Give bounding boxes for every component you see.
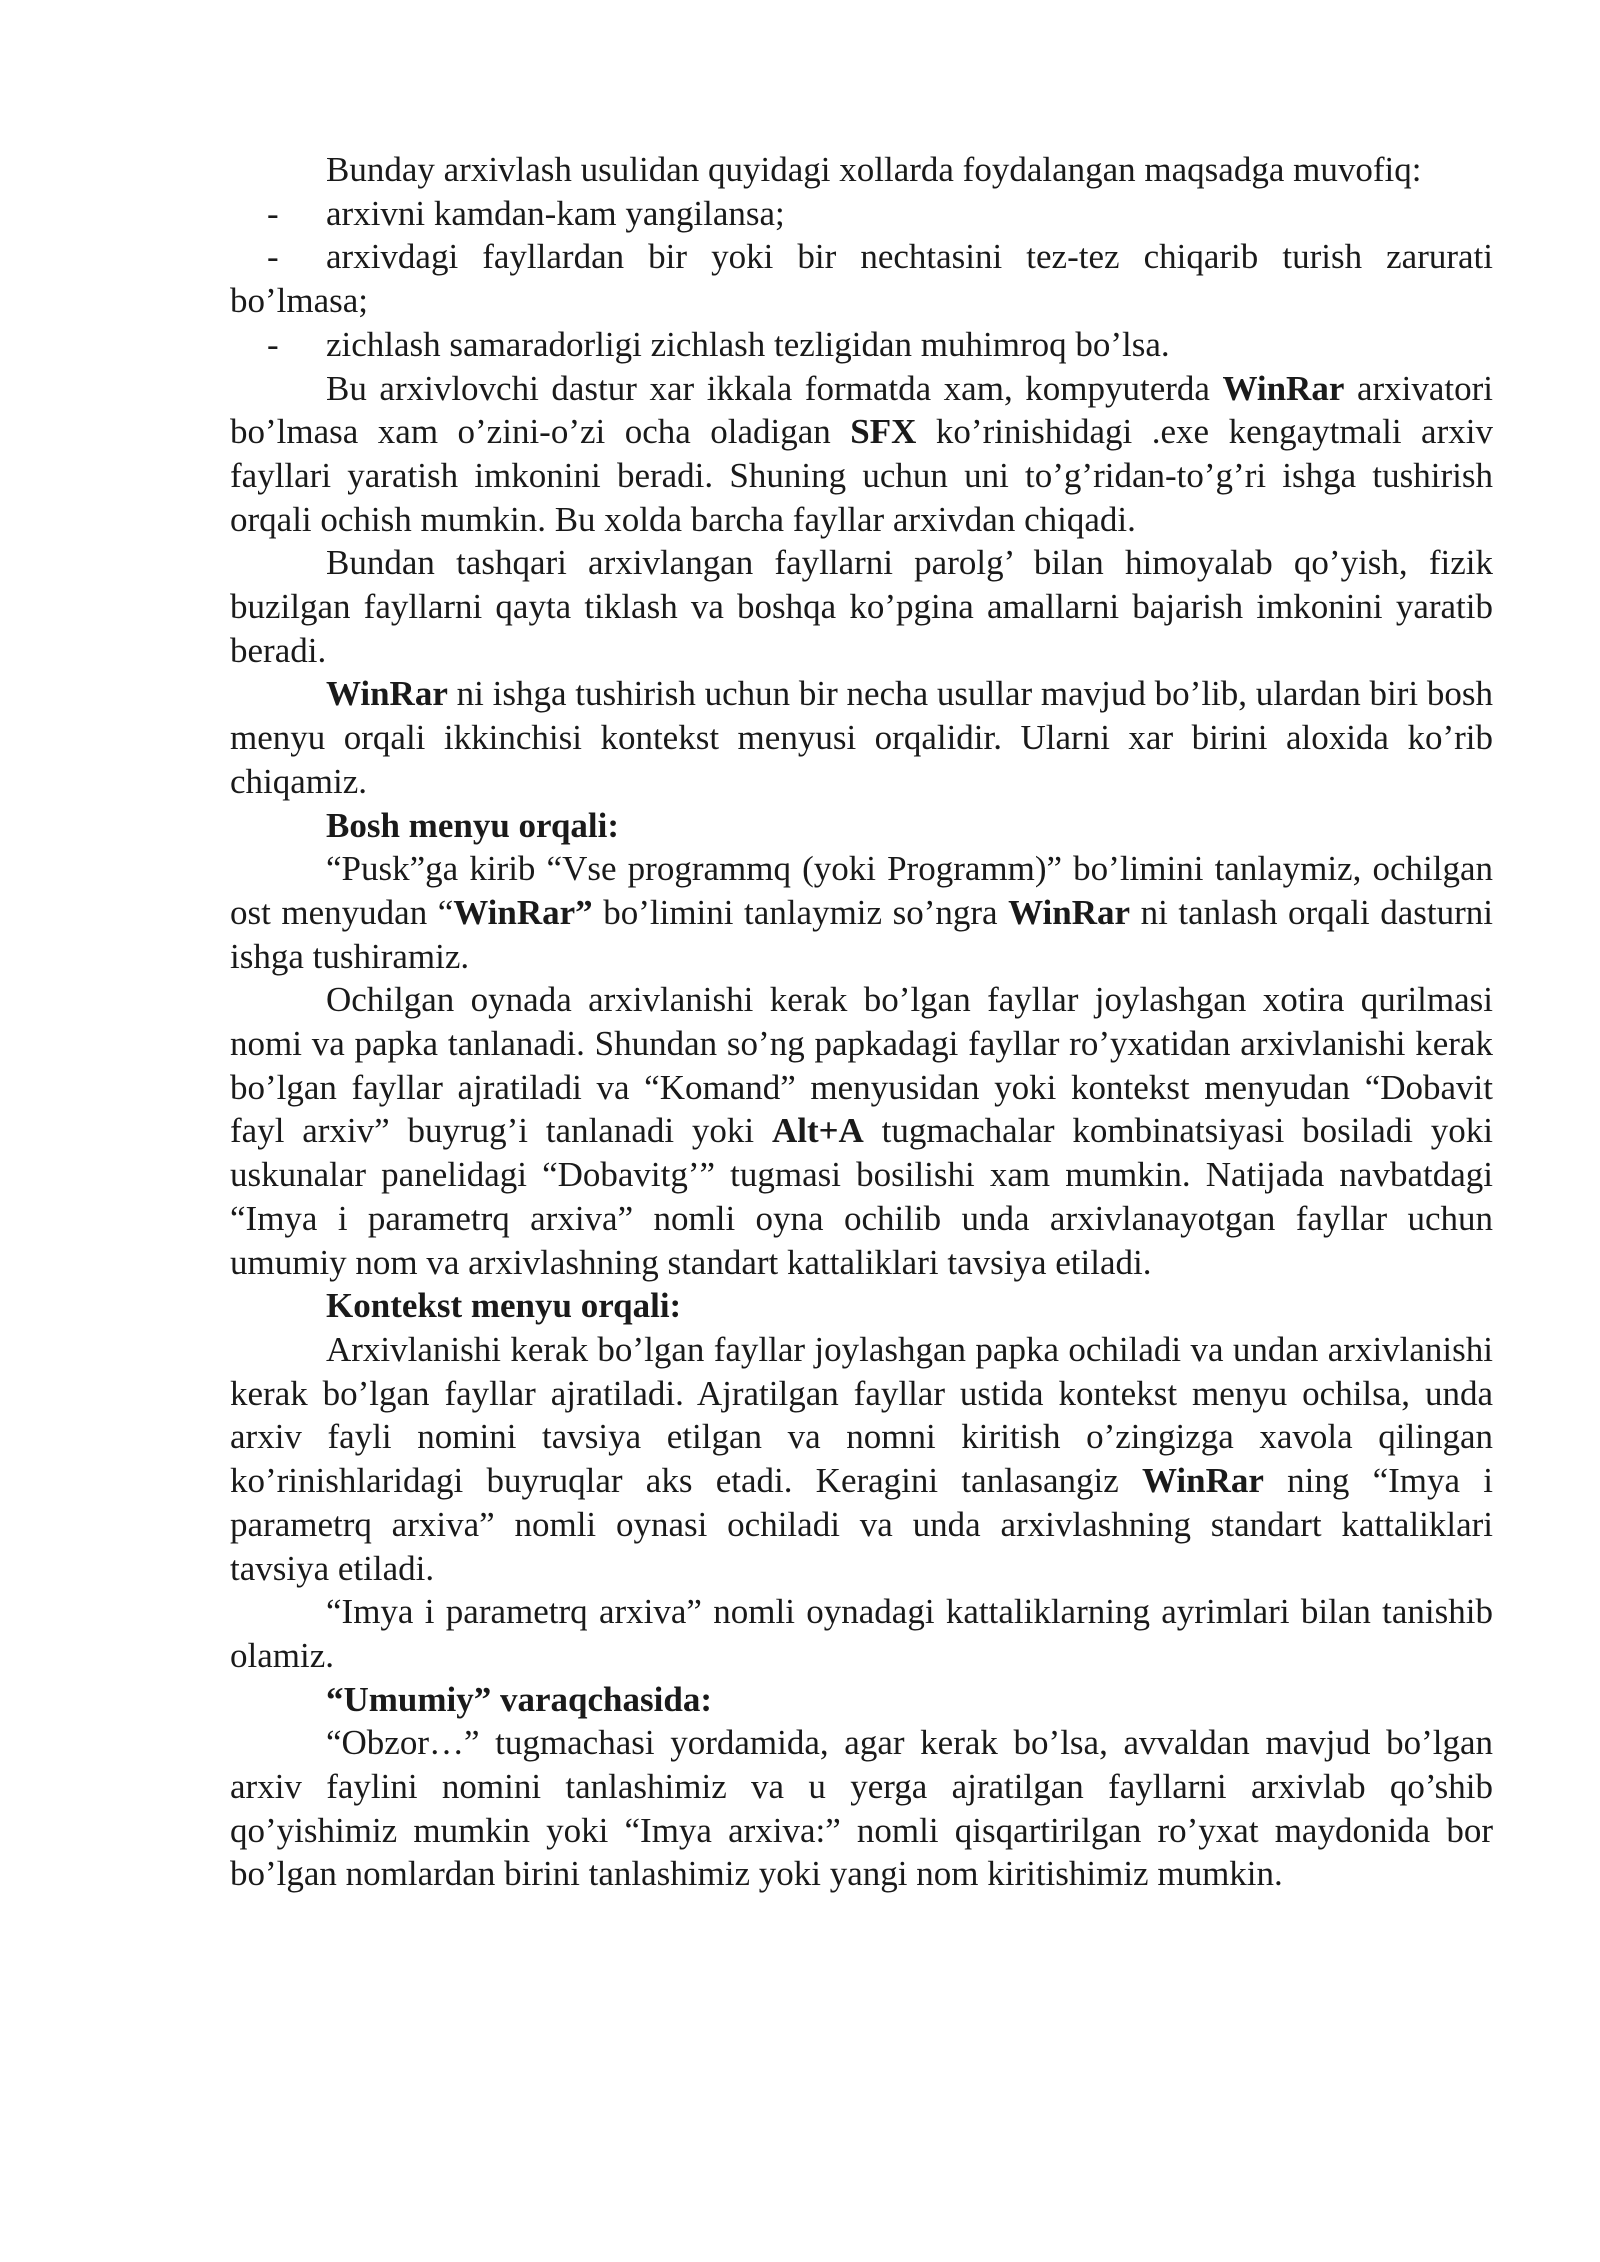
paragraph-browse: “Obzor…” tugmachasi yordamida, agar kerak bo’lsa, avvaldan mavjud bo’lgan arxiv faylini nomini tanlashimiz va u yerga ajratilgan fayllarni arxivlab qo’shib qo’yishimiz mumkin yoki “Imya arxiva:” nomli qisqartirilgan ro’yxat maydonida bor bo’lgan nomlardan birini tanlashimiz yoki yangi nom kiritishimiz mumkin.	[230, 1723, 1493, 1894]
list-item	[230, 235, 1493, 322]
document-page	[230, 148, 1493, 1896]
list-item	[230, 192, 1493, 236]
text-run: ni ishga tushirish uchun bir necha usullar mavjud bo’lib, ulardan biri bosh menyu orqali ikkinchisi kontekst menyusi orqalidir. Ularni xar birini aloxida ko’rib chiqamiz.	[230, 674, 1493, 801]
paragraph-parameters: “Imya i parametrq arxiva” nomli oynadagi kattaliklarning ayrimlari bilan tanishib olamiz.	[230, 1592, 1493, 1675]
paragraph-pusk	[230, 847, 1493, 978]
text-run: bo’limini tanlaymiz so’ngra	[592, 892, 1009, 932]
paragraph-features: Bundan tashqari arxivlangan fayllarni parolg’ bilan himoyalab qo’yish, fizik buzilgan fayllarni qayta tiklash va boshqa ko’pgina amallarni bajarish imkonini yaratib beradi.	[230, 543, 1493, 670]
list-marker: -	[267, 324, 279, 364]
paragraph-launch-methods	[230, 672, 1493, 803]
list-marker: -	[267, 193, 279, 233]
list-item-text: zichlash samaradorligi zichlash tezligidan muhimroq bo’lsa.	[326, 324, 1170, 364]
bold-term: WinRar”	[453, 892, 593, 932]
text-run: Ochilgan oynada arxivlanishi kerak bo’lgan fayllar joylashgan xotira qurilmasi nomi va papka tanlanadi. Shundan so’ng papkadagi fayllar ro’yxatidan arxivlanishi kerak bo’lgan fayllar ajratiladi va “Komand” menyusidan yoki kontekst menyudan “Dobavit fayl arxiv” buyrug’i tanlanadi yoki	[230, 980, 1493, 1151]
text-run: Arxivlanishi kerak bo’lgan fayllar joylashgan papka ochiladi va undan arxivlanishi kerak bo’lgan fayllar ajratiladi. Ajratilgan fayllar ustida kontekst menyu ochilsa, unda arxiv fayli nomini tavsiya etilgan va nomni kiritish o’zingizga xavola qilingan ko’rinishlaridagi buyruqlar aks etadi. Keragini tanlasangiz	[230, 1329, 1493, 1501]
list-item	[230, 323, 1493, 367]
paragraph-intro: Bunday arxivlash usulidan quyidagi xollarda foydalangan maqsadga muvofiq:	[326, 150, 1422, 189]
text-run: “Pusk”ga kirib “Vse programmq (yoki Programm)” bo’limini tanlaymiz, ochilgan ost menyudan “	[230, 849, 1493, 932]
list-item-text: arxivdagi fayllardan bir yoki bir nechtasini tez-tez chiqarib turish zarurati bo’lmasa;	[230, 237, 1493, 321]
text-run: Bu arxivlovchi dastur xar ikkala formatda xam, kompyuterda	[326, 368, 1223, 408]
bold-term: WinRar	[1222, 368, 1345, 408]
bold-term: SFX	[850, 412, 917, 452]
paragraph-window	[230, 978, 1493, 1284]
heading-general-tab: “Umumiy” varaqchasida:	[326, 1679, 712, 1719]
bold-term: WinRar	[1008, 892, 1131, 932]
bold-term: WinRar	[1142, 1461, 1264, 1501]
list-marker: -	[267, 237, 279, 277]
heading-context-menu: Kontekst menyu orqali:	[326, 1286, 682, 1326]
bold-term: WinRar	[326, 674, 448, 714]
text-run: ni tanlash orqali dasturni ishga tushiramiz.	[230, 892, 1493, 976]
paragraph-sfx	[230, 367, 1493, 542]
text-run: ning “Imya i parametrq arxiva” nomli oynasi ochiladi va unda arxivlashning standart kattaliklari tavsiya etiladi.	[230, 1461, 1493, 1588]
list-item-text: arxivni kamdan-kam yangilansa;	[326, 193, 785, 233]
paragraph-context	[230, 1328, 1493, 1590]
bold-term: Alt+A	[771, 1111, 864, 1151]
heading-main-menu: Bosh menyu orqali:	[326, 805, 620, 845]
text-run: ko’rinishidagi .exe kengaytmali arxiv fayllari yaratish imkonini beradi. Shuning uchun uni to’g’ridan-to’g’ri ishga tushirish orqali ochish mumkin. Bu xolda barcha fayllar arxivdan chiqadi.	[230, 412, 1493, 539]
text-run: tugmachalar kombinatsiyasi bosiladi yoki uskunalar panelidagi “Dobavitg’” tugmasi bosilishi xam mumkin. Natijada navbatdagi “Imya i parametrq arxiva” nomli oyna ochilib unda arxivlanayotgan fayllar uchun umumiy nom va arxivlashning standart kattaliklari tavsiya etiladi.	[230, 1111, 1493, 1282]
text-run: arxivatori bo’lmasa xam o’zini-o’zi ocha oladigan	[230, 368, 1493, 452]
